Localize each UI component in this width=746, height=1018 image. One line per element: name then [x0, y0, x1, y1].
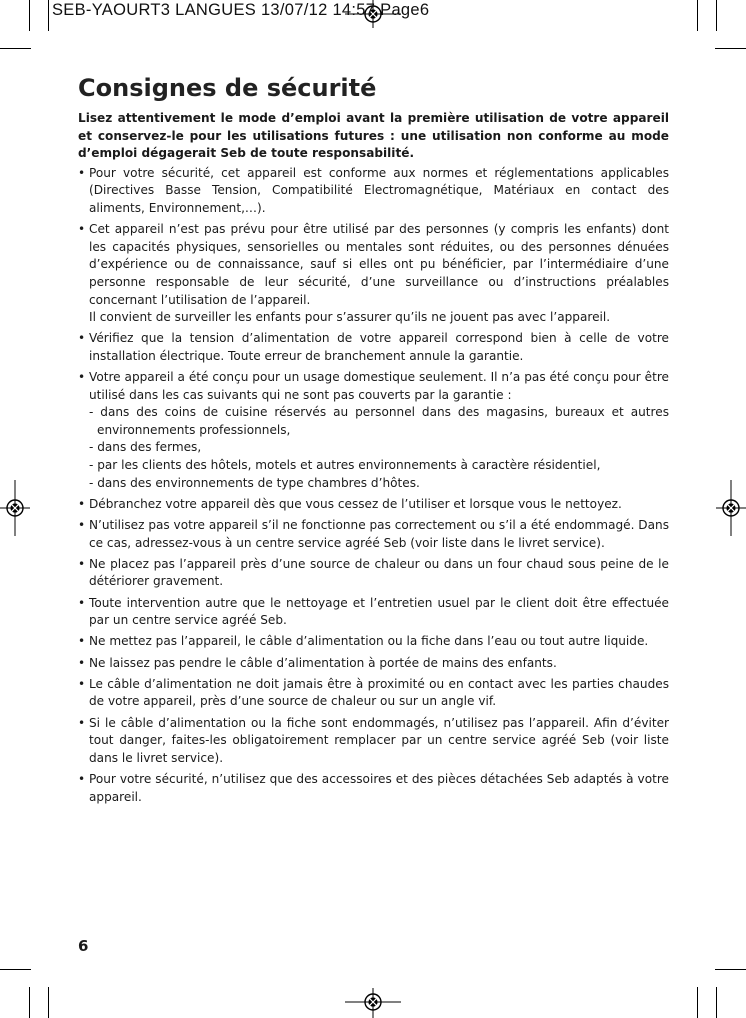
crop-mark	[716, 0, 717, 31]
safety-item: • Ne mettez pas l’appareil, le câble d’alimentation ou la fiche dans l’eau ou tout autre liquide.	[78, 633, 669, 651]
safety-item: • Pour votre sécurité, n’utilisez que des accessoires et des pièces détachées Seb adaptés à votre appareil.	[78, 771, 669, 806]
safety-item-note: Il convient de surveiller les enfants pour s’assurer qu’ils ne jouent pas avec l’appareil.	[89, 310, 611, 325]
safety-item: • N’utilisez pas votre appareil s’il ne fonctionne pas correctement ou s’il a été endommagé. Dans ce cas, adressez-vous à un centre service agréé Seb (voir liste dans le livret service).	[78, 517, 669, 552]
safety-list	[78, 165, 669, 806]
registration-mark-icon	[345, 988, 401, 1018]
safety-item: • Ne placez pas l’appareil près d’une source de chaleur ou dans un four chaud sous peine de le détériorer gravement.	[78, 556, 669, 591]
safety-item: • Le câble d’alimentation ne doit jamais être à proximité ou en contact avec les parties chaudes de votre appareil, près d’une source de chaleur ou sur un angle vif.	[78, 676, 669, 711]
safety-content	[78, 110, 669, 810]
crop-mark	[697, 0, 698, 31]
safety-item: • Cet appareil n’est pas prévu pour être utilisé par des personnes (y compris les enfants) dont les capacités physiques, sensorielles ou mentales sont réduites, ou des personnes dénuées d’expérience ou de connaissance, sauf si elles ont pu bénéficier, par l’intermédiaire d’une personne responsable de leur sécurité, d’une surveillance ou d’instructions préalables concernant l’utilisation de l’appareil. Il convient de surveiller les enfants pour s’assurer qu’ils ne jouent pas avec l’appareil.	[78, 221, 669, 327]
crop-mark	[48, 987, 49, 1018]
print-slug-line: SEB-YAOURT3 LANGUES 13/07/12 14:57 Page6	[52, 1, 430, 19]
exclusion-item: - dans des fermes,	[89, 440, 202, 455]
crop-mark	[716, 987, 717, 1018]
safety-item: • Pour votre sécurité, cet appareil est conforme aux normes et réglementations applicables (Directives Basse Tension, Compatibilité Electromagnétique, Matériaux en contact des aliments, Environnement,…).	[78, 165, 669, 218]
safety-item: • Ne laissez pas pendre le câble d’alimentation à portée de mains des enfants.	[78, 655, 669, 673]
exclusion-item: - dans des coins de cuisine réservés au personnel dans des magasins, bureaux et autres environnements professionnels,	[89, 405, 669, 437]
crop-mark	[0, 48, 31, 49]
safety-item: • Toute intervention autre que le nettoyage et l’entretien usuel par le client doit être effectuée par un centre service agréé Seb.	[78, 595, 669, 630]
crop-mark	[715, 48, 746, 49]
registration-mark-icon	[0, 480, 30, 536]
crop-mark	[29, 987, 30, 1018]
intro-paragraph: Lisez attentivement le mode d’emploi avant la première utilisation de votre appareil et conservez-le pour les utilisations futures : une utilisation non conforme au mode d’emploi dégagerait Seb de toute responsabilité.	[78, 111, 669, 161]
page-title: Consignes de sécurité	[78, 74, 377, 102]
crop-mark	[29, 0, 30, 31]
safety-item: • Débranchez votre appareil dès que vous cessez de l’utiliser et lorsque vous le nettoyez.	[78, 496, 669, 514]
crop-mark	[0, 969, 31, 970]
registration-mark-icon	[716, 480, 746, 536]
exclusion-item: - dans des environnements de type chambres d’hôtes.	[89, 475, 420, 490]
safety-item: • Si le câble d’alimentation ou la fiche sont endommagés, n’utilisez pas l’appareil. Afin d’éviter tout danger, faites-les obligatoirement remplacer par un centre service agréé Seb (voir liste dans le livret service).	[78, 715, 669, 768]
crop-mark	[697, 987, 698, 1018]
safety-item: • Vérifiez que la tension d’alimentation de votre appareil correspond bien à celle de votre installation électrique. Toute erreur de branchement annule la garantie.	[78, 330, 669, 365]
exclusion-item: - par les clients des hôtels, motels et autres environnements à caractère résidentiel,	[89, 458, 601, 473]
crop-mark	[48, 0, 49, 31]
page-number: 6	[78, 937, 89, 955]
exclusion-list	[89, 404, 669, 492]
safety-item: • Votre appareil a été conçu pour un usage domestique seulement. Il n’a pas été conçu pour être utilisé dans les cas suivants qui ne sont pas couverts par la garantie : - dans des coins de cuisine réservés au personnel dans des magasins, bureaux et autres environnements professionnels, - dans des fermes, - par les clients des hôtels, motels et autres environnements à caractère résidentiel, - dans des environnements de type chambres d’hôtes.	[78, 369, 669, 492]
crop-mark	[715, 969, 746, 970]
